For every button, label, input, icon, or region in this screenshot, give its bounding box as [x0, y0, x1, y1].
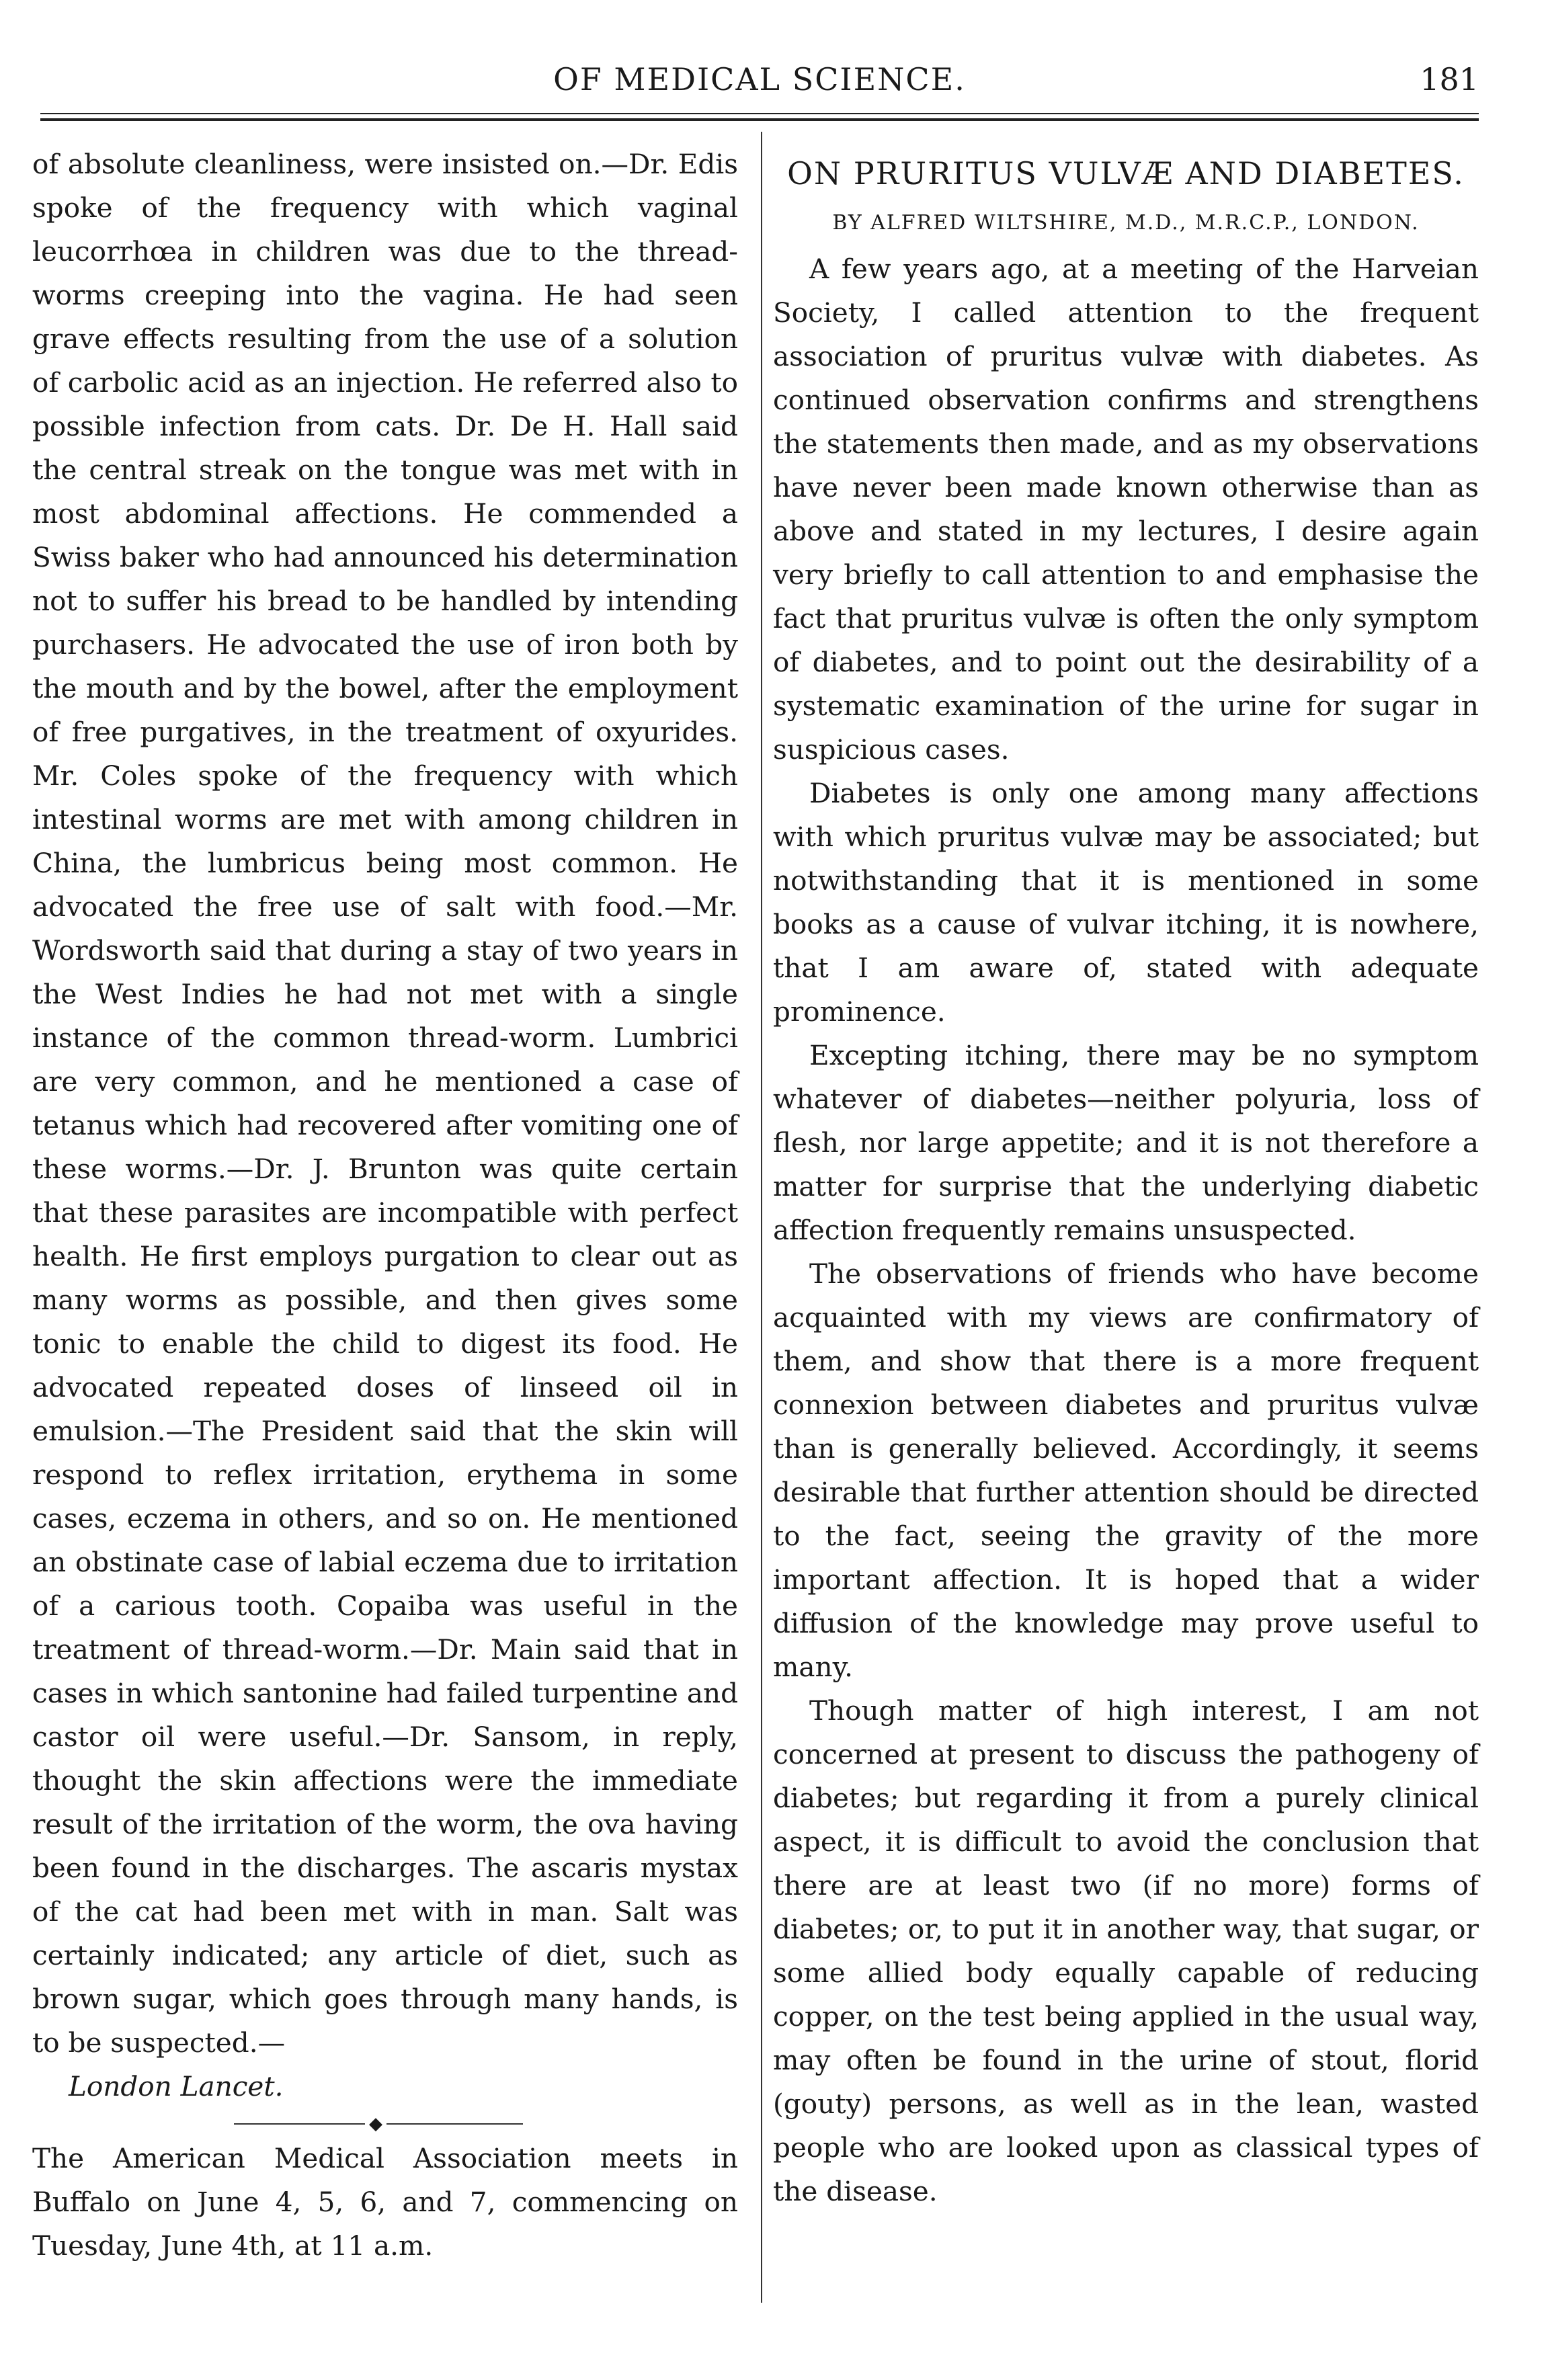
ornament-icon: ◆: [365, 2114, 386, 2134]
association-notice: The American Medical Association meets in Buffalo on June 4, 5, 6, and 7, commencing on Tuesday, June 4th, at 11 a.m.: [32, 2142, 738, 2262]
article-paragraph: Though matter of high interest, I am not concerned at present to discuss the pathogeny of diabetes; but regarding it from a purely clinical aspect, it is difficult to avoid the conclusion that there are at least two (if no more) forms of diabetes; or, to put it in another way, that sugar, or some allied body equally capable of reducing copper, on the test being applied in the usual way, may often be found in the urine of stout, florid (gouty) persons, as well as in the lean, wasted people who are looked upon as classical types of the disease.: [773, 1694, 1479, 2207]
page-number: 181: [1420, 61, 1479, 97]
left-column: [32, 142, 738, 2268]
article-paragraph: A few years ago, at a meeting of the Harveian Society, I called attention to the frequent association of pruritus vulvæ with diabetes. As continued observation confirms and strengthens the statements then made, and as my observations have never been made known otherwise than as above and stated in my lectures, I desire again very briefly to call attention to and emphasise the fact that pruritus vulvæ is often the only symptom of diabetes, and to point out the desirability of a systematic examination of the urine for sugar in suspicious cases.: [773, 253, 1479, 766]
section-separator: [234, 2114, 523, 2134]
left-paragraph: of absolute cleanliness, were insisted on.—Dr. Edis spoke of the frequency with which vaginal leucorrhœa in children was due to the thread-worms creeping into the vagina. He had seen grave effects resulting from the use of a solution of carbolic acid as an injection. He referred also to possible infection from cats. Dr. De H. Hall said the central streak on the tongue was met with in most abdominal affections. He commended a Swiss baker who had announced his determination not to suffer his bread to be handled by intending purchasers. He advocated the use of iron both by the mouth and by the bowel, after the employment of free purgatives, in the treatment of oxyurides. Mr. Coles spoke of the frequency with which intestinal worms are met with among children in China, the lumbricus being most common. He advocated the free use of salt with food.—Mr. Wordsworth said that during a stay of two years in the West Indies he had not met with a single instance of the common thread-worm. Lumbrici are very common, and he mentioned a case of tetanus which had recovered after vomiting one of these worms.—Dr. J. Brunton was quite certain that these parasites are incompatible with perfect health. He first employs purgation to clear out as many worms as possible, and then gives some tonic to enable the child to digest its food. He advocated repeated doses of linseed oil in emulsion.—The President said that the skin will respond to reflex irritation, erythema in some cases, eczema in others, and so on. He mentioned an obstinate case of labial eczema due to irritation of a carious tooth. Copaiba was useful in the treatment of thread-worm.—Dr. Main said that in cases in which santonine had failed turpentine and castor oil were useful.—Dr. Sansom, in reply, thought the skin affections were the immediate result of the irritation of the worm, the ova having been found in the discharges. The ascaris mystax of the cat had been met with in man. Salt was certainly indicated; any article of diet, such as brown sugar, which goes through many hands, is to be suspected.—: [32, 148, 738, 2059]
column-divider: [761, 132, 762, 2303]
article-paragraph: Excepting itching, there may be no symptom whatever of diabetes—neither polyuria, loss of flesh, nor large appetite; and it is not therefore a matter for surprise that the underlying diabetic affection frequently remains unsuspected.: [773, 1039, 1479, 1246]
right-column: [773, 142, 1479, 2213]
source-citation: London Lancet.: [69, 2070, 284, 2102]
page-header: [40, 59, 1479, 106]
article-paragraph: The observations of friends who have become acquainted with my views are confirmatory of them, and show that there is a more frequent connexion between diabetes and pruritus vulvæ than is generally believed. Accordingly, it seems desirable that further attention should be directed to the fact, seeing the gravity of the more important affection. It is hoped that a wider diffusion of the knowledge may prove useful to many.: [773, 1258, 1479, 1683]
header-rule-thick: [40, 118, 1479, 121]
article-byline: BY ALFRED WILTSHIRE, M.D., M.R.C.P., LONDON.: [832, 211, 1420, 235]
running-title: OF MEDICAL SCIENCE.: [553, 61, 966, 97]
header-rule-thin: [40, 113, 1479, 114]
article-title: ON PRURITUS VULVÆ AND DIABETES.: [787, 155, 1465, 192]
article-paragraph: Diabetes is only one among many affections with which pruritus vulvæ may be associated; but notwithstanding that it is mentioned in some books as a cause of vulvar itching, it is nowhere, that I am aware of, stated with adequate prominence.: [773, 777, 1479, 1028]
